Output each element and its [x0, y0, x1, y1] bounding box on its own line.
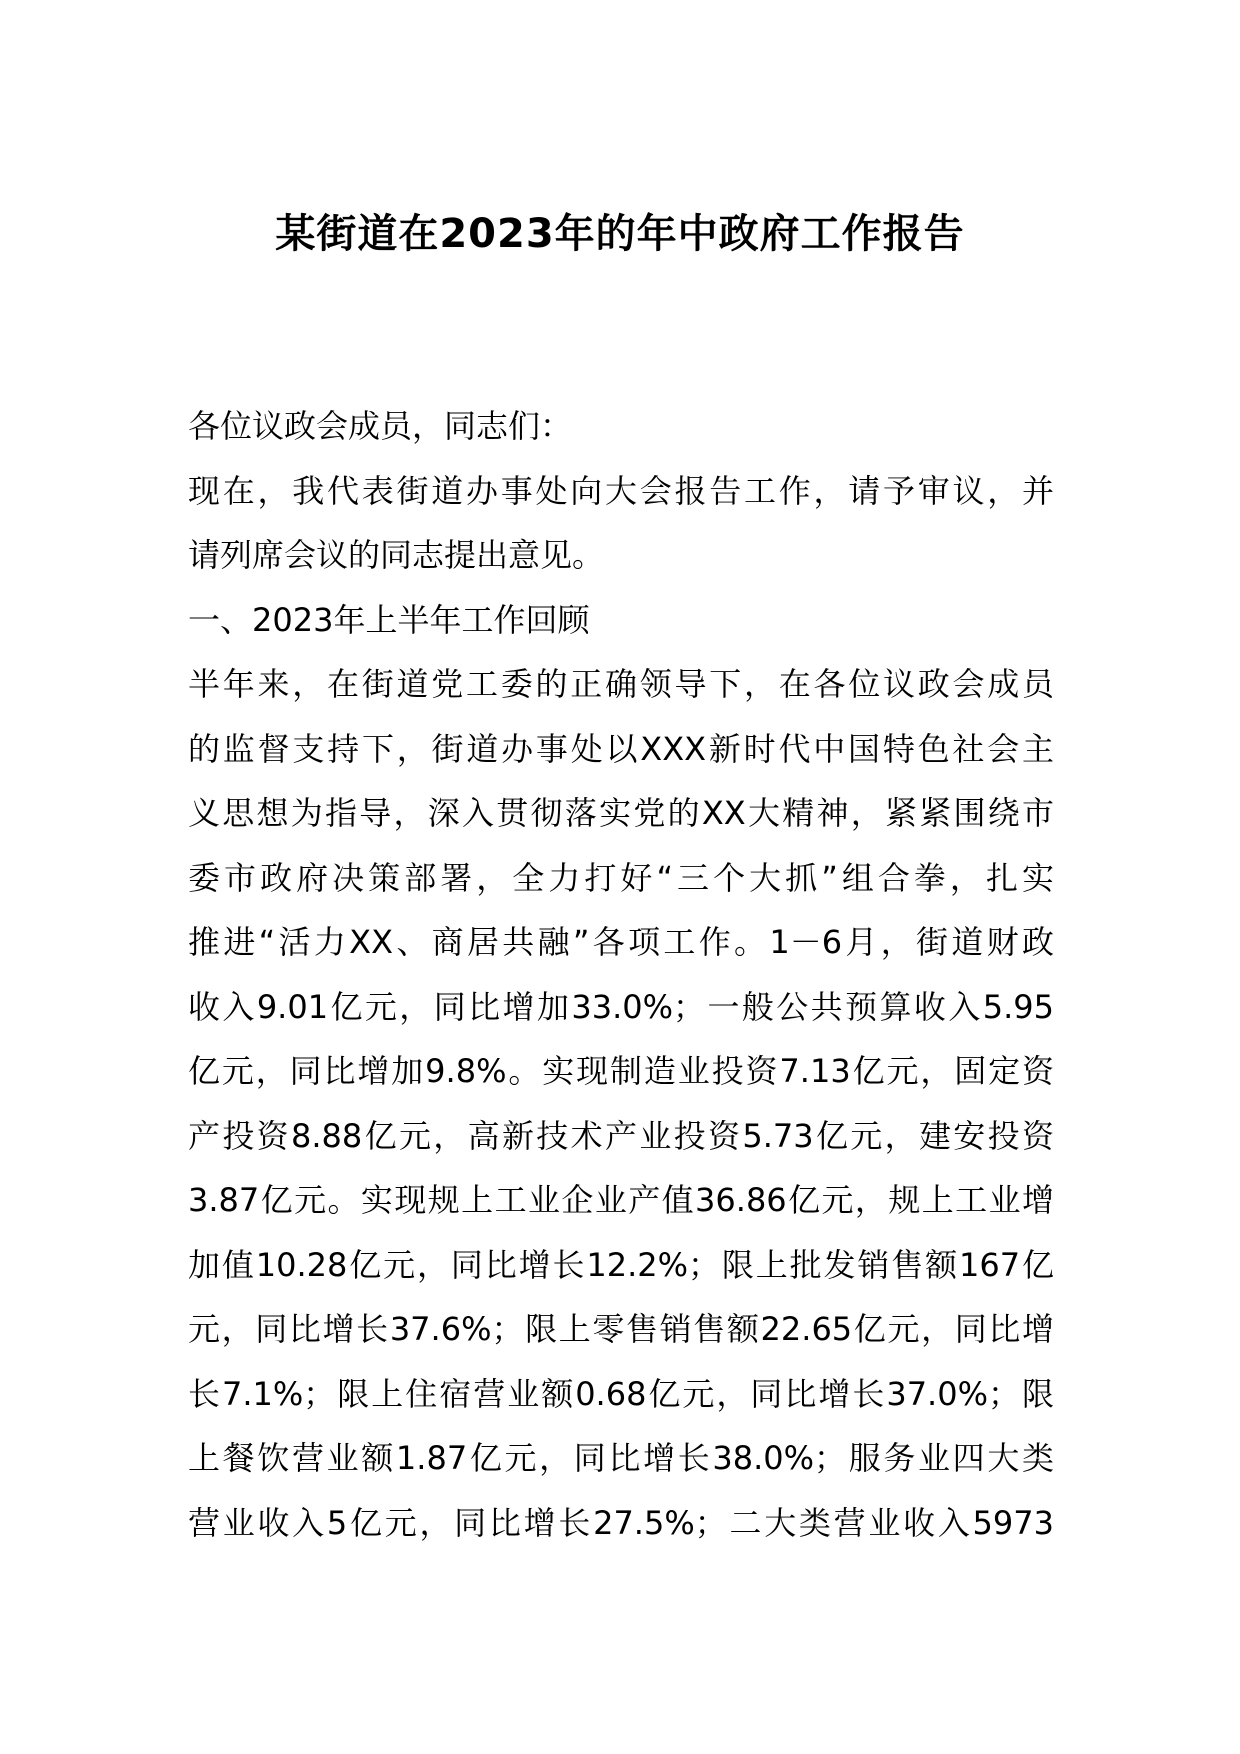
paragraph-line: 3.87亿元。实现规上工业企业产值36.86亿元，规上工业增 — [188, 1181, 1054, 1219]
paragraph-line: 加值10.28亿元，同比增长12.2%；限上批发销售额167亿 — [188, 1245, 1054, 1284]
paragraph-line: 现在，我代表街道办事处向大会报告工作，请予审议，并 — [188, 471, 1054, 510]
paragraph-line: 元，同比增长37.6%；限上零售销售额22.65亿元，同比增 — [188, 1310, 1054, 1348]
document-title: 某街道在2023年的年中政府工作报告 — [275, 211, 965, 257]
paragraph-line: 的监督支持下，街道办事处以XXX新时代中国特色社会主 — [188, 729, 1054, 768]
paragraph-line: 产投资8.88亿元，高新技术产业投资5.73亿元，建安投资 — [188, 1116, 1054, 1155]
salutation-line: 各位议政会成员，同志们： — [188, 407, 573, 445]
paragraph-line: 请列席会议的同志提出意见。 — [188, 536, 605, 574]
paragraph-line: 营业收入5亿元，同比增长27.5%；二大类营业收入5973 — [188, 1503, 1054, 1542]
paragraph-line: 推进“活力XX、商居共融”各项工作。1－6月，街道财政 — [188, 923, 1054, 961]
paragraph-line: 义思想为指导，深入贯彻落实党的XX大精神，紧紧围绕市 — [188, 794, 1054, 832]
paragraph-line: 收入9.01亿元，同比增加33.0%；一般公共预算收入5.95 — [188, 987, 1054, 1026]
paragraph-line: 上餐饮营业额1.87亿元，同比增长38.0%；服务业四大类 — [188, 1439, 1054, 1477]
paragraph-line: 委市政府决策部署，全力打好“三个大抓”组合拳，扎实 — [188, 858, 1054, 897]
paragraph-line: 亿元，同比增加9.8%。实现制造业投资7.13亿元，固定资 — [188, 1052, 1054, 1090]
paragraph-line: 半年来，在街道党工委的正确领导下，在各位议政会成员 — [188, 665, 1054, 703]
section-heading: 一、2023年上半年工作回顾 — [188, 600, 590, 639]
document-body — [188, 394, 1054, 1555]
paragraph-line: 长7.1%；限上住宿营业额0.68亿元，同比增长37.0%；限 — [188, 1374, 1054, 1413]
